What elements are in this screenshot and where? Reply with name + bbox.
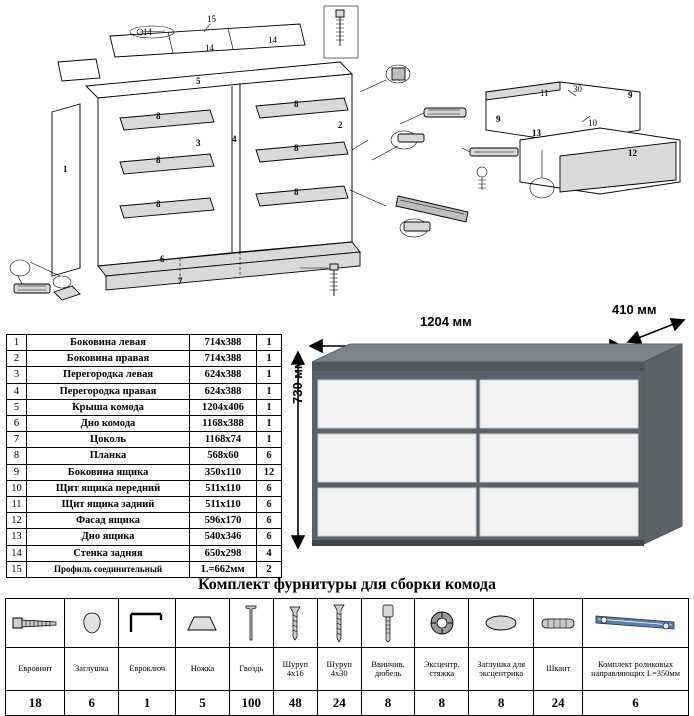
part-name: Боковина правая — [27, 351, 190, 367]
table-row — [7, 351, 282, 367]
fitting-count: 24 — [534, 691, 583, 716]
part-name: Стенка задняя — [27, 545, 190, 561]
part-dimension: 568х60 — [190, 448, 257, 464]
part-dimension: 511х110 — [190, 497, 257, 513]
part-number: 11 — [7, 497, 27, 513]
part-number: 1 — [7, 335, 27, 351]
fittings-name-row — [6, 648, 689, 691]
svg-text:8: 8 — [294, 99, 299, 109]
cap-icon — [66, 601, 117, 645]
fitting-count: 8 — [415, 691, 469, 716]
part-name: Планка — [27, 448, 190, 464]
svg-text:8: 8 — [156, 199, 161, 209]
part-dimension: 540х346 — [190, 529, 257, 545]
part-quantity: 1 — [257, 367, 282, 383]
table-row — [7, 464, 282, 480]
part-dimension: 596х170 — [190, 513, 257, 529]
fitting-count: 6 — [65, 691, 119, 716]
fitting-count: 6 — [583, 691, 689, 716]
part-name: Дно комода — [27, 416, 190, 432]
fittings-count-row — [6, 691, 689, 716]
svg-text:10: 10 — [588, 118, 597, 128]
euro-key-icon-cell — [119, 599, 176, 648]
fitting-count: 8 — [361, 691, 415, 716]
table-row — [7, 399, 282, 415]
euro-screw-icon — [7, 601, 63, 645]
table-row — [7, 335, 282, 351]
fitting-name: Эксцентр. стяжка — [415, 648, 469, 691]
part-number: 7 — [7, 432, 27, 448]
fittings-icon-row — [6, 599, 689, 648]
fitting-name: Шуруп 4х16 — [273, 648, 317, 691]
part-dimension: 624х388 — [190, 383, 257, 399]
svg-text:5: 5 — [196, 76, 201, 86]
part-quantity: 4 — [257, 545, 282, 561]
part-number: 14 — [7, 545, 27, 561]
screw-4x16-icon-cell — [273, 599, 317, 648]
fitting-count: 18 — [6, 691, 65, 716]
part-name: Перегородка левая — [27, 367, 190, 383]
table-row — [7, 367, 282, 383]
part-quantity: 6 — [257, 497, 282, 513]
svg-text:14: 14 — [268, 35, 277, 45]
part-number: 10 — [7, 480, 27, 496]
part-name: Цоколь — [27, 432, 190, 448]
svg-text:30: 30 — [573, 84, 582, 94]
width-dimension-label: 1204 мм — [420, 314, 472, 329]
part-name: Фасад ящика — [27, 513, 190, 529]
fitting-name: Ввинчив. дюбель — [361, 648, 415, 691]
screw-4x16-icon — [275, 601, 316, 645]
euro-key-icon — [120, 601, 174, 645]
part-number: 6 — [7, 416, 27, 432]
nail-icon-cell — [229, 599, 273, 648]
part-number: 8 — [7, 448, 27, 464]
svg-text:8: 8 — [294, 187, 299, 197]
euro-screw-icon-cell — [6, 599, 65, 648]
part-number: 12 — [7, 513, 27, 529]
svg-text:2: 2 — [338, 120, 343, 130]
part-quantity: 6 — [257, 513, 282, 529]
screw-4x30-icon — [319, 601, 360, 645]
eccentric-tie-icon — [416, 601, 467, 645]
foot-icon — [177, 601, 228, 645]
fitting-name: Заглушка — [65, 648, 119, 691]
part-number: 5 — [7, 399, 27, 415]
part-quantity: 6 — [257, 480, 282, 496]
fitting-count: 1 — [119, 691, 176, 716]
part-dimension: 650х298 — [190, 545, 257, 561]
table-row — [7, 529, 282, 545]
part-quantity: 6 — [257, 448, 282, 464]
screwdriver-icon — [363, 601, 414, 645]
part-quantity: 6 — [257, 529, 282, 545]
dowel-icon — [535, 601, 581, 645]
part-name: Щит ящика передний — [27, 480, 190, 496]
svg-text:8: 8 — [156, 111, 161, 121]
table-row — [7, 545, 282, 561]
part-number: 9 — [7, 464, 27, 480]
part-name: Крыша комода — [27, 399, 190, 415]
fittings-title: Комплект фурнитуры для сборки комода — [198, 576, 496, 593]
nail-icon — [231, 601, 272, 645]
part-dimension: 624х388 — [190, 367, 257, 383]
fitting-count: 48 — [273, 691, 317, 716]
fitting-count: 8 — [469, 691, 534, 716]
eccentric-cap-icon-cell — [469, 599, 534, 648]
slide-rail-icon-cell — [583, 599, 689, 648]
foot-icon-cell — [176, 599, 230, 648]
height-dimension-label: 730 мм — [290, 359, 305, 404]
fitting-count: 5 — [176, 691, 230, 716]
svg-text:15: 15 — [207, 14, 216, 24]
svg-text:1: 1 — [63, 164, 68, 174]
fitting-count: 100 — [229, 691, 273, 716]
part-dimension: 1168х74 — [190, 432, 257, 448]
fitting-name: Евровинт — [6, 648, 65, 691]
exploded-view-drawing — [0, 0, 694, 310]
svg-text:4: 4 — [232, 134, 237, 144]
screwdriver-icon-cell — [361, 599, 415, 648]
eccentric-tie-icon-cell — [415, 599, 469, 648]
fittings-table — [5, 598, 689, 716]
part-quantity: 1 — [257, 351, 282, 367]
fitting-name: Шкант — [534, 648, 583, 691]
part-dimension: 714х388 — [190, 351, 257, 367]
screw-4x30-icon-cell — [317, 599, 361, 648]
table-row — [7, 448, 282, 464]
table-row — [7, 497, 282, 513]
parts-table — [6, 334, 282, 578]
svg-text:9: 9 — [496, 114, 501, 124]
part-name: Перегородка правая — [27, 383, 190, 399]
cap-icon-cell — [65, 599, 119, 648]
fitting-name: Комплект роликовых направляющих L=350мм — [583, 648, 689, 691]
table-row — [7, 416, 282, 432]
fitting-name: Ножка — [176, 648, 230, 691]
part-number: 13 — [7, 529, 27, 545]
table-row — [7, 432, 282, 448]
svg-text:9: 9 — [628, 90, 633, 100]
part-dimension: 511х110 — [190, 480, 257, 496]
slide-rail-icon — [584, 601, 687, 645]
fitting-count: 24 — [317, 691, 361, 716]
part-name: Боковина левая — [27, 335, 190, 351]
svg-text:3: 3 — [196, 138, 201, 148]
part-dimension: 714х388 — [190, 335, 257, 351]
svg-text:11: 11 — [540, 88, 549, 98]
fitting-name: Евроключ — [119, 648, 176, 691]
table-row — [7, 480, 282, 496]
part-quantity: 1 — [257, 399, 282, 415]
part-number: 3 — [7, 367, 27, 383]
part-quantity: 2 — [257, 561, 282, 577]
part-number: 4 — [7, 383, 27, 399]
part-quantity: 1 — [257, 383, 282, 399]
part-dimension: 350х110 — [190, 464, 257, 480]
part-name: Щит ящика задний — [27, 497, 190, 513]
svg-text:8: 8 — [294, 143, 299, 153]
depth-dimension-label: 410 мм — [612, 302, 657, 317]
part-dimension: L=662мм — [190, 561, 257, 577]
part-quantity: 1 — [257, 416, 282, 432]
fitting-name: Гвоздь — [229, 648, 273, 691]
finished-product-view — [286, 300, 690, 570]
fitting-name: Заглушка для эксцентрика — [469, 648, 534, 691]
dowel-icon-cell — [534, 599, 583, 648]
part-name: Дно ящика — [27, 529, 190, 545]
svg-text:8: 8 — [156, 155, 161, 165]
svg-text:7: 7 — [178, 276, 183, 286]
svg-text:6: 6 — [160, 254, 165, 264]
svg-text:14: 14 — [143, 27, 152, 37]
svg-text:13: 13 — [532, 128, 541, 138]
parts-table-body — [7, 335, 282, 578]
part-quantity: 1 — [257, 335, 282, 351]
svg-text:14: 14 — [205, 43, 214, 53]
svg-text:12: 12 — [628, 148, 637, 158]
part-name: Профиль соединительный — [27, 561, 190, 577]
part-number: 15 — [7, 561, 27, 577]
table-row — [7, 513, 282, 529]
eccentric-cap-icon — [470, 601, 532, 645]
fitting-name: Шуруп 4х30 — [317, 648, 361, 691]
part-name: Боковина ящика — [27, 464, 190, 480]
part-number: 2 — [7, 351, 27, 367]
part-dimension: 1168х388 — [190, 416, 257, 432]
part-quantity: 12 — [257, 464, 282, 480]
table-row — [7, 383, 282, 399]
part-dimension: 1204х406 — [190, 399, 257, 415]
part-quantity: 1 — [257, 432, 282, 448]
